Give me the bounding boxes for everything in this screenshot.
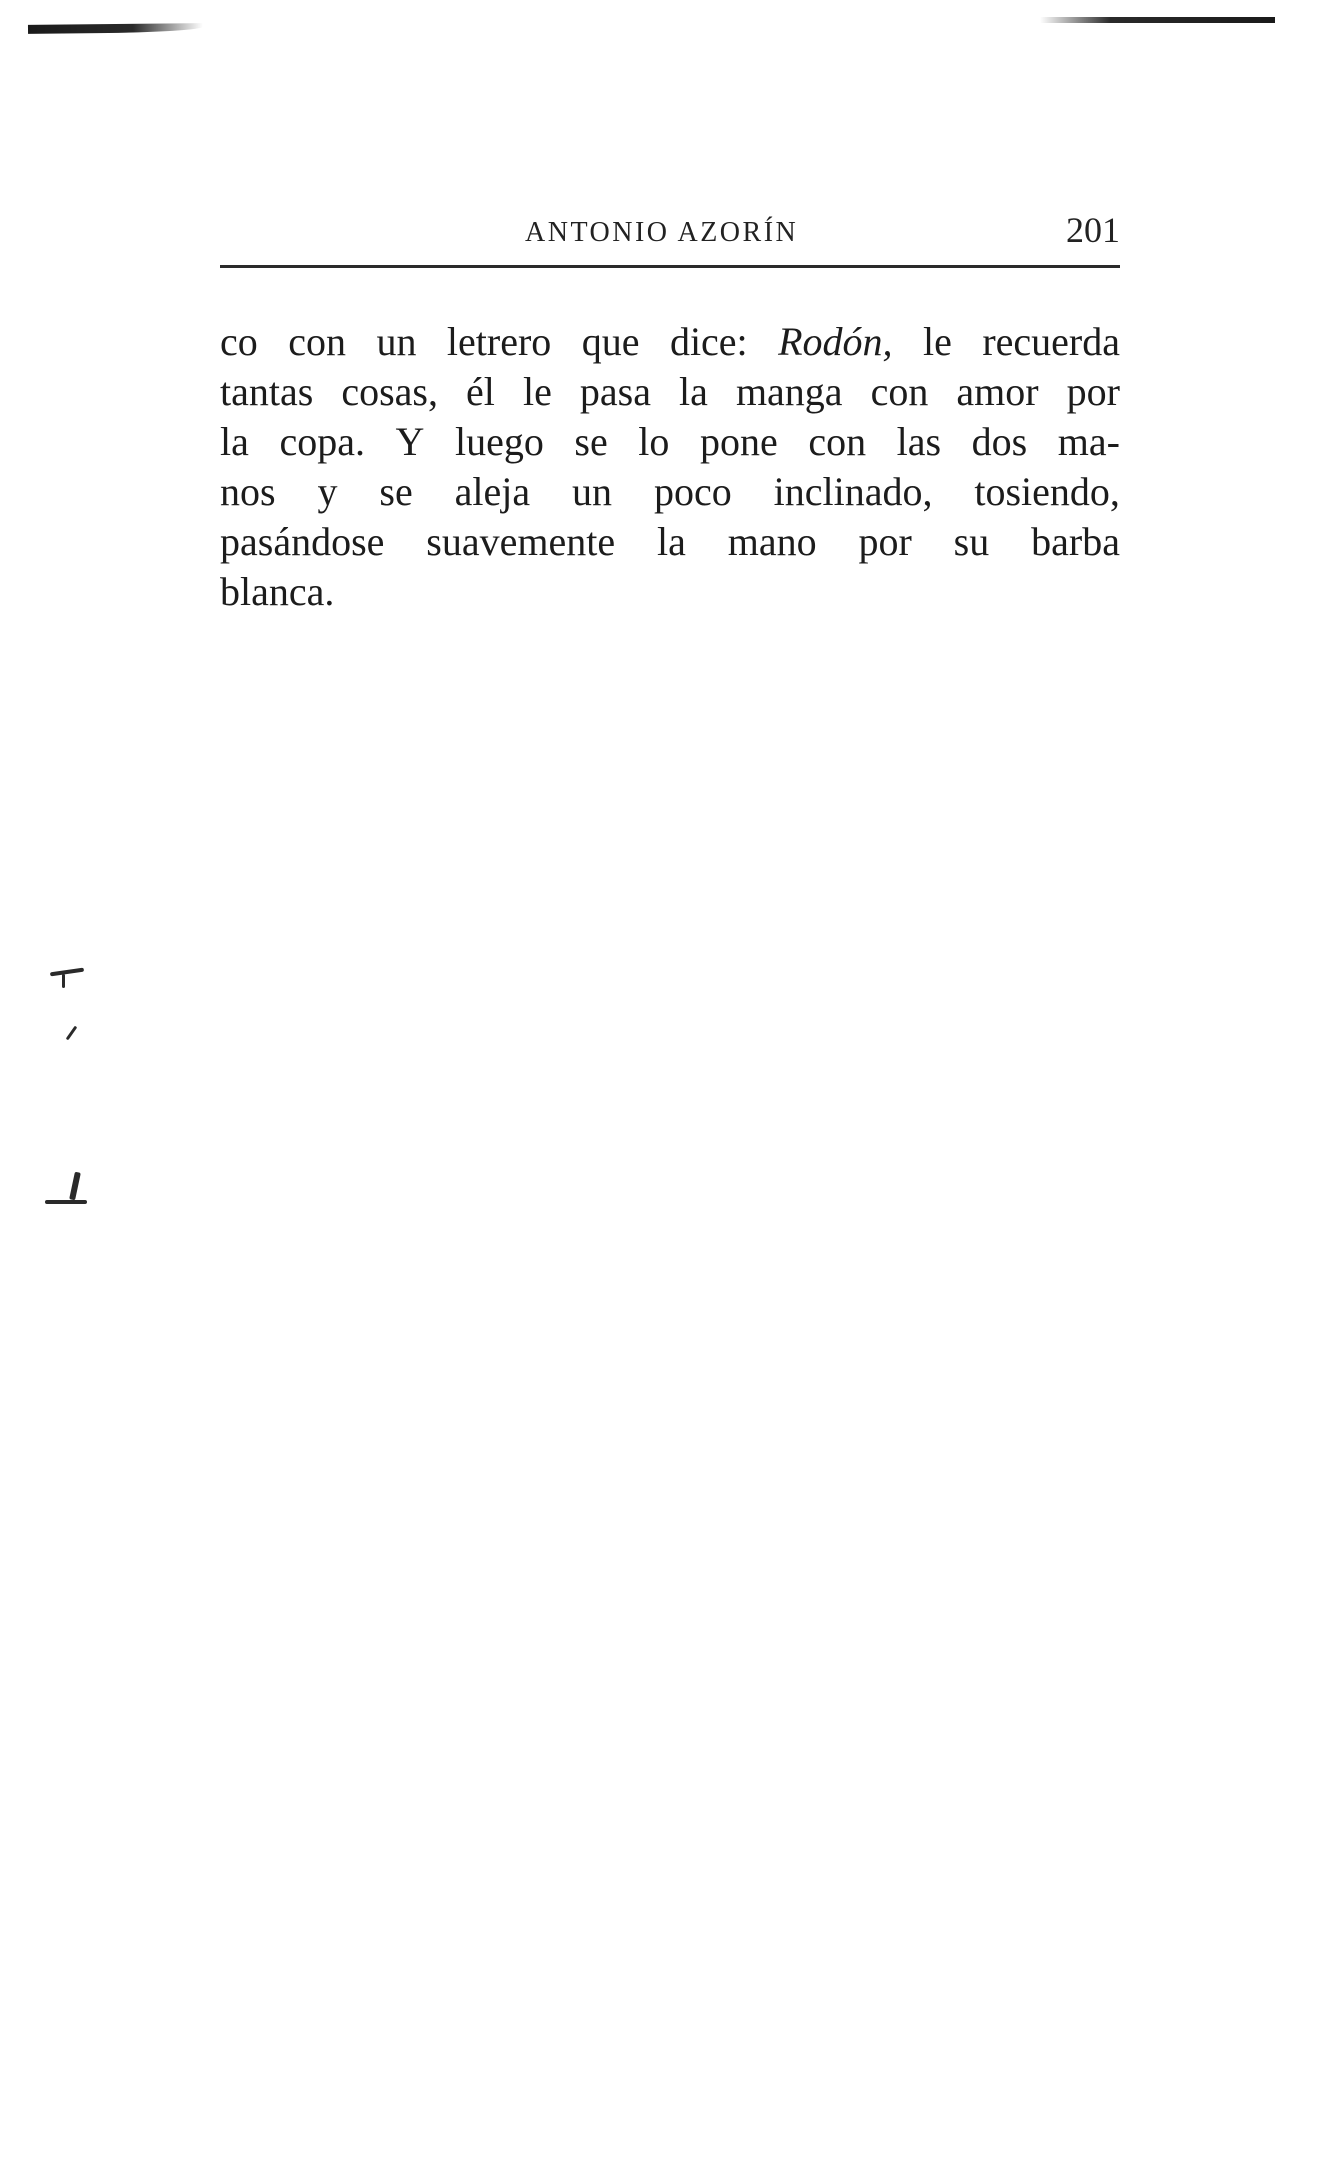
- text-word: con: [870, 369, 929, 414]
- text-word: tosiendo,: [974, 469, 1120, 514]
- text-word: pone: [699, 419, 778, 464]
- text-word: con: [808, 419, 867, 464]
- text-word: aleja: [454, 469, 531, 514]
- text-line-1: [220, 317, 1120, 367]
- text-word: dos: [971, 419, 1028, 464]
- text-word: co: [220, 319, 258, 364]
- text-line-6: [220, 567, 1120, 617]
- text-word: la: [220, 419, 249, 464]
- text-line-4: [220, 467, 1120, 517]
- text-word: tantas: [220, 369, 314, 414]
- header-author: ANTONIO AZORÍN: [525, 217, 799, 248]
- text-word: mano: [727, 519, 817, 564]
- text-word: un: [572, 469, 613, 514]
- text-word: se: [379, 469, 413, 514]
- scan-artifact-edge-mark: [62, 974, 65, 988]
- text-word: copa.: [279, 419, 365, 464]
- scan-artifact-top-left: [28, 23, 203, 34]
- text-word: suavemente: [426, 519, 616, 564]
- text-word: la: [679, 369, 708, 414]
- text-word: nos: [220, 469, 276, 514]
- text-word: blanca.: [220, 569, 335, 614]
- text-word: dice:: [669, 319, 748, 364]
- scan-artifact-edge-mark: [69, 1172, 81, 1201]
- text-word: se: [574, 419, 608, 464]
- text-word: con: [288, 319, 346, 364]
- text-word: Y: [395, 419, 425, 464]
- text-word: barba: [1031, 519, 1120, 564]
- scan-artifact-edge-mark: [45, 1200, 87, 1204]
- text-word: le: [923, 319, 952, 364]
- running-header: [220, 205, 1120, 265]
- italic-name: Rodón,: [778, 319, 893, 364]
- text-word: luego: [454, 419, 544, 464]
- text-word: él: [466, 369, 495, 414]
- page-number: 201: [1066, 210, 1120, 250]
- header-rule: [220, 265, 1120, 268]
- text-word: la: [656, 519, 686, 564]
- text-word: las: [896, 419, 942, 464]
- text-line-5: [220, 517, 1120, 567]
- text-word: amor: [956, 369, 1039, 414]
- text-word: pasa: [579, 369, 651, 414]
- scan-artifact-top-right: [1040, 17, 1275, 23]
- text-word: un: [376, 319, 417, 364]
- text-word: ma-: [1057, 419, 1120, 464]
- text-word: por: [858, 519, 912, 564]
- text-line-2: [220, 367, 1120, 417]
- text-word: inclinado,: [773, 469, 933, 514]
- text-word: cosas,: [341, 369, 438, 414]
- text-word: letrero: [446, 319, 552, 364]
- text-word: pasándose: [220, 519, 385, 564]
- text-word: su: [953, 519, 990, 564]
- text-word: por: [1066, 369, 1120, 414]
- body-paragraph: [220, 317, 1120, 617]
- text-word: y: [317, 469, 338, 514]
- text-word: recuerda: [982, 319, 1120, 364]
- scan-artifact-edge-mark: [66, 1026, 78, 1041]
- text-word: manga: [735, 369, 843, 414]
- text-word: que: [581, 319, 640, 364]
- text-line-3: [220, 417, 1120, 467]
- scan-artifact-edge-mark: [50, 968, 84, 977]
- text-word: poco: [653, 469, 732, 514]
- text-word: le: [522, 369, 552, 414]
- text-word: lo: [638, 419, 670, 464]
